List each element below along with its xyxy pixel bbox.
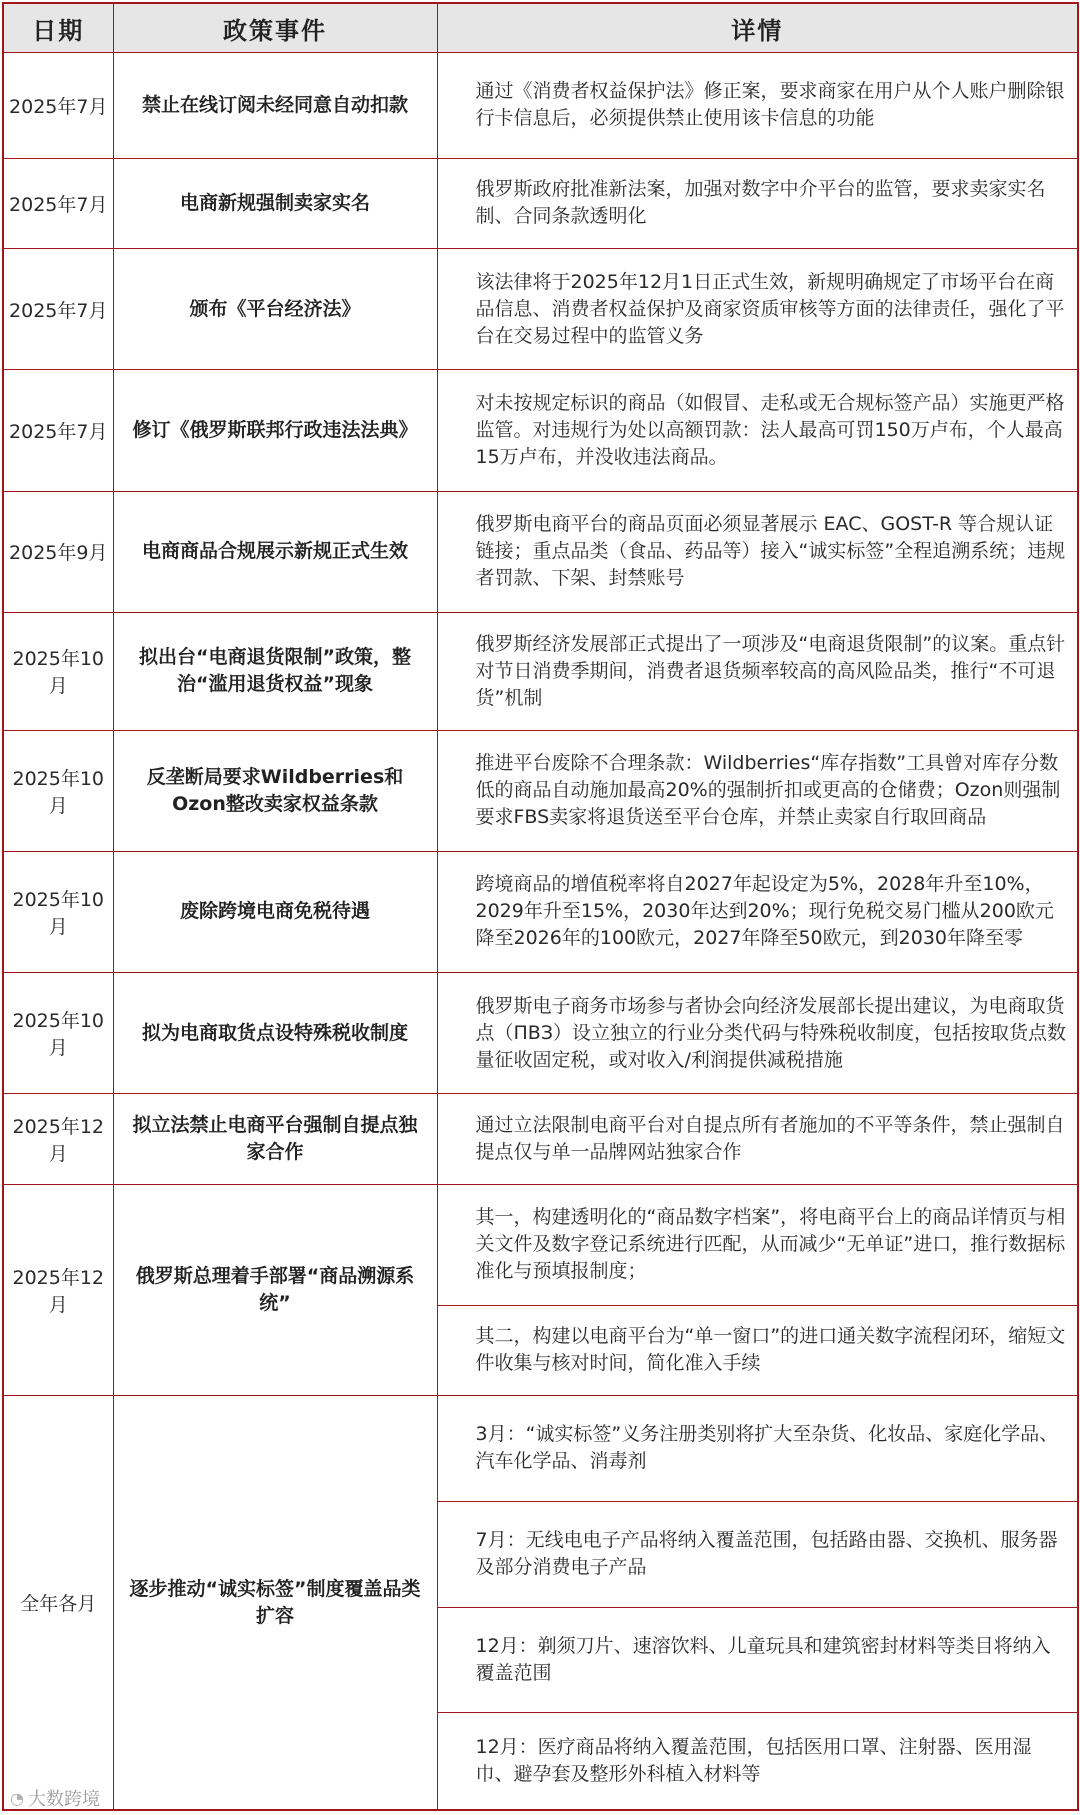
event-cell: 俄罗斯总理着手部署“商品溯源系统” xyxy=(113,1184,437,1396)
header-event: 政策事件 xyxy=(113,3,437,53)
event-cell: 拟立法禁止电商平台强制自提点独家合作 xyxy=(113,1094,437,1184)
table-row xyxy=(3,370,1078,491)
table-row xyxy=(3,1094,1078,1184)
header-row xyxy=(3,3,1078,53)
table-row xyxy=(3,730,1078,851)
watermark-text: 大数跨境 xyxy=(27,1789,100,1810)
detail-cell: 俄罗斯电商平台的商品页面必须显著展示 EAC、GOST-R 等合规认证链接；重点品类（食品、药品等）接入“诚实标签”全程追溯系统；违规者罚款、下架、封禁账号 xyxy=(437,491,1078,612)
detail-cell: 通过立法限制电商平台对自提点所有者施加的不平等条件，禁止强制自提点仅与单一品牌网站独家合作 xyxy=(437,1094,1078,1184)
table-row xyxy=(3,249,1078,370)
header-detail: 详情 xyxy=(437,3,1078,53)
table-row xyxy=(3,612,1078,730)
table-row xyxy=(3,158,1078,248)
date-cell: 2025年7月 xyxy=(3,249,113,370)
event-cell: 废除跨境电商免税待遇 xyxy=(113,851,437,972)
event-cell: 修订《俄罗斯联邦行政违法法典》 xyxy=(113,370,437,491)
date-cell: 2025年12月 xyxy=(3,1094,113,1184)
detail-cell: 该法律将于2025年12月1日正式生效，新规明确规定了市场平台在商品信息、消费者权益保护及商家资质审核等方面的法律责任，强化了平台在交易过程中的监管义务 xyxy=(437,249,1078,370)
source-watermark xyxy=(10,1785,100,1811)
date-cell: 2025年10月 xyxy=(3,973,113,1094)
date-cell: 2025年10月 xyxy=(3,612,113,730)
detail-cell: 其一，构建透明化的“商品数字档案”，将电商平台上的商品详情页与相关文件及数字登记系统进行匹配，从而减少“无单证”进口，推行数据标准化与预填报制度； xyxy=(437,1184,1078,1305)
table-row xyxy=(3,973,1078,1094)
table-row xyxy=(3,1396,1078,1502)
detail-cell: 俄罗斯电子商务市场参与者协会向经济发展部长提出建议，为电商取货点（ПВЗ）设立独立的行业分类代码与特殊税收制度，包括按取货点数量征收固定税，或对收入/利润提供减税措施 xyxy=(437,973,1078,1094)
date-cell: 2025年7月 xyxy=(3,370,113,491)
date-cell: 2025年10月 xyxy=(3,851,113,972)
table-row xyxy=(3,53,1078,159)
event-cell: 拟为电商取货点设特殊税收制度 xyxy=(113,973,437,1094)
event-cell: 逐步推动“诚实标签”制度覆盖品类扩容 xyxy=(113,1396,437,1810)
detail-cell: 12月：剃须刀片、速溶饮料、儿童玩具和建筑密封材料等类目将纳入覆盖范围 xyxy=(437,1607,1078,1713)
event-cell: 拟出台“电商退货限制”政策，整治“滥用退货权益”现象 xyxy=(113,612,437,730)
date-cell: 全年各月 xyxy=(3,1396,113,1810)
detail-cell: 7月：无线电电子产品将纳入覆盖范围，包括路由器、交换机、服务器及部分消费电子产品 xyxy=(437,1501,1078,1607)
event-cell: 电商商品合规展示新规正式生效 xyxy=(113,491,437,612)
table-row xyxy=(3,491,1078,612)
date-cell: 2025年7月 xyxy=(3,158,113,248)
weibo-logo-icon: ◔ xyxy=(10,1788,24,1808)
event-cell: 禁止在线订阅未经同意自动扣款 xyxy=(113,53,437,159)
detail-cell: 跨境商品的增值税率将自2027年起设定为5%，2028年升至10%，2029年升至15%，2030年达到20%；现行免税交易门槛从200欧元降至2026年的100欧元，2027年降至50欧元，到2030年降至零 xyxy=(437,851,1078,972)
table-row xyxy=(3,1184,1078,1305)
event-cell: 电商新规强制卖家实名 xyxy=(113,158,437,248)
event-cell: 反垄断局要求Wildberries和Ozon整改卖家权益条款 xyxy=(113,730,437,851)
table-row xyxy=(3,851,1078,972)
detail-cell: 3月：“诚实标签”义务注册类别将扩大至杂货、化妆品、家庭化学品、汽车化学品、消毒剂 xyxy=(437,1396,1078,1502)
date-cell: 2025年10月 xyxy=(3,730,113,851)
date-cell: 2025年12月 xyxy=(3,1184,113,1396)
date-cell: 2025年7月 xyxy=(3,53,113,159)
date-cell: 2025年9月 xyxy=(3,491,113,612)
detail-cell: 12月：医疗商品将纳入覆盖范围，包括医用口罩、注射器、医用湿巾、避孕套及整形外科植入材料等 xyxy=(437,1713,1078,1810)
detail-cell: 通过《消费者权益保护法》修正案，要求商家在用户从个人账户删除银行卡信息后，必须提供禁止使用该卡信息的功能 xyxy=(437,53,1078,159)
detail-cell: 对未按规定标识的商品（如假冒、走私或无合规标签产品）实施更严格监管。对违规行为处以高额罚款：法人最高可罚150万卢布，个人最高15万卢布，并没收违法商品。 xyxy=(437,370,1078,491)
detail-cell: 俄罗斯经济发展部正式提出了一项涉及“电商退货限制”的议案。重点针对节日消费季期间，消费者退货频率较高的高风险品类，推行“不可退货”机制 xyxy=(437,612,1078,730)
detail-cell: 推进平台废除不合理条款：Wildberries“库存指数”工具曾对库存分数低的商品自动施加最高20%的强制折扣或更高的仓储费；Ozon则强制要求FBS卖家将退货送至平台仓库，并禁止卖家自行取回商品 xyxy=(437,730,1078,851)
policy-table xyxy=(2,2,1079,1811)
detail-cell: 俄罗斯政府批准新法案，加强对数字中介平台的监管，要求卖家实名制、合同条款透明化 xyxy=(437,158,1078,248)
event-cell: 颁布《平台经济法》 xyxy=(113,249,437,370)
detail-cell: 其二，构建以电商平台为“单一窗口”的进口通关数字流程闭环，缩短文件收集与核对时间，简化准入手续 xyxy=(437,1305,1078,1395)
header-date: 日期 xyxy=(3,3,113,53)
